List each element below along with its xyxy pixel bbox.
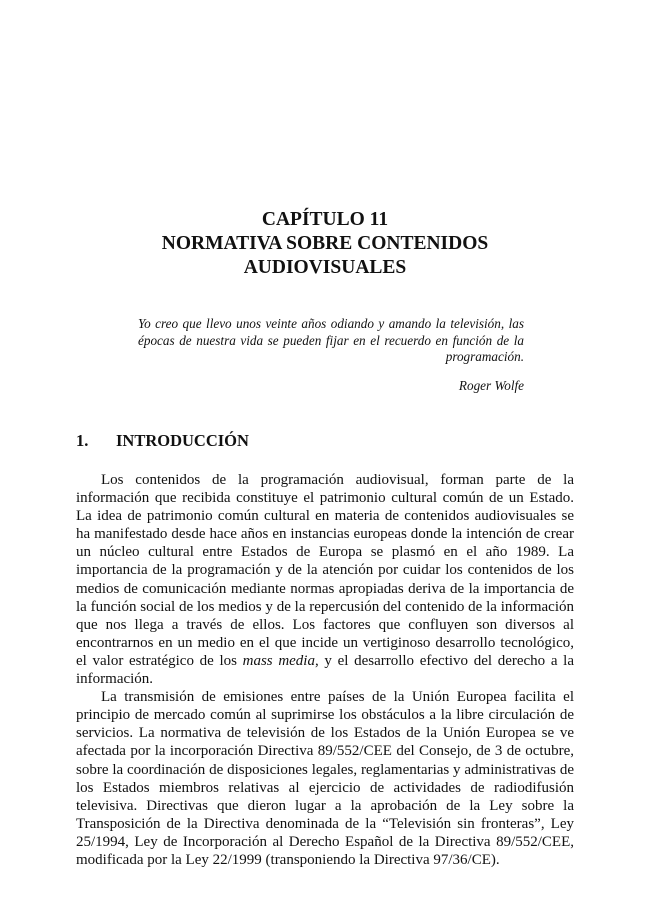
section-heading [76,431,249,451]
paragraph-1-text: Los contenidos de la programación audiovisual, forman parte de la información que recibida constituye el patrimonio cultural común de un Estado. La idea de patrimonio común cultural en materia de contenidos audiovisuales se ha manifestado desde hace años en instancias europeas donde la intención de crear un núcleo cultural entre Estados de Europa se plasmó en el año 1989. La importancia de la programación y de la atención por cuidar los contenidos de los medios de comunicación mediante normas apropiadas deriva de la importancia de la función social de los medios y de la repercusión del contenido de la información que nos llega a través de ellos. Los factores que confluyen son diversos al encontrarnos en un medio en el que incide un vertiginoso desarrollo tecnológico, el valor estratégico de los [76,472,574,669]
paragraph-1-end: , y el desarrollo efectivo del derecho a la información. [76,652,574,688]
epigraph-author: Roger Wolfe [458,377,524,393]
paragraph-1 [76,471,574,688]
section-number: 1. [76,431,89,450]
section-title: INTRODUCCIÓN [116,431,249,450]
chapter-label: CAPÍTULO 11 [261,209,389,230]
epigraph [138,316,524,394]
chapter-title-line-2: AUDIOVISUALES [243,257,407,278]
chapter-title-line-1: NORMATIVA SOBRE CONTENIDOS [161,233,489,254]
paragraph-1-italic: mass media [242,652,315,669]
epigraph-quote: Yo creo que llevo unos veinte años odiando y amando la televisión, las épocas de nuestra vida se pueden fijar en el recuerdo en función de la programación. [138,316,524,365]
paragraph-2: La transmisión de emisiones entre países de la Unión Europea facilita el principio de mercado común al suprimirse los obstáculos a la libre circulación de servicios. La normativa de televisión de los Estados de la Unión Europea se ve afectada por la incorporación Directiva 89/552/CEE del Consejo, de 3 de octubre, sobre la coordinación de disposiciones legales, reglamentarias y administrativas de los Estados miembros relativas al ejercicio de actividades de radiodifusión televisiva. Directivas que dieron lugar a la aprobación de la Ley sobre la Transposición de la Directiva denominada de la “Televisión sin fronteras”, Ley 25/1994, Ley de Incorporación al Derecho Español de la Directiva 89/552/CEE, modificada por la Ley 22/1999 (transponiendo la Directiva 97/36/CE). [76,689,574,868]
body-text [76,471,574,869]
chapter-title [0,208,650,280]
